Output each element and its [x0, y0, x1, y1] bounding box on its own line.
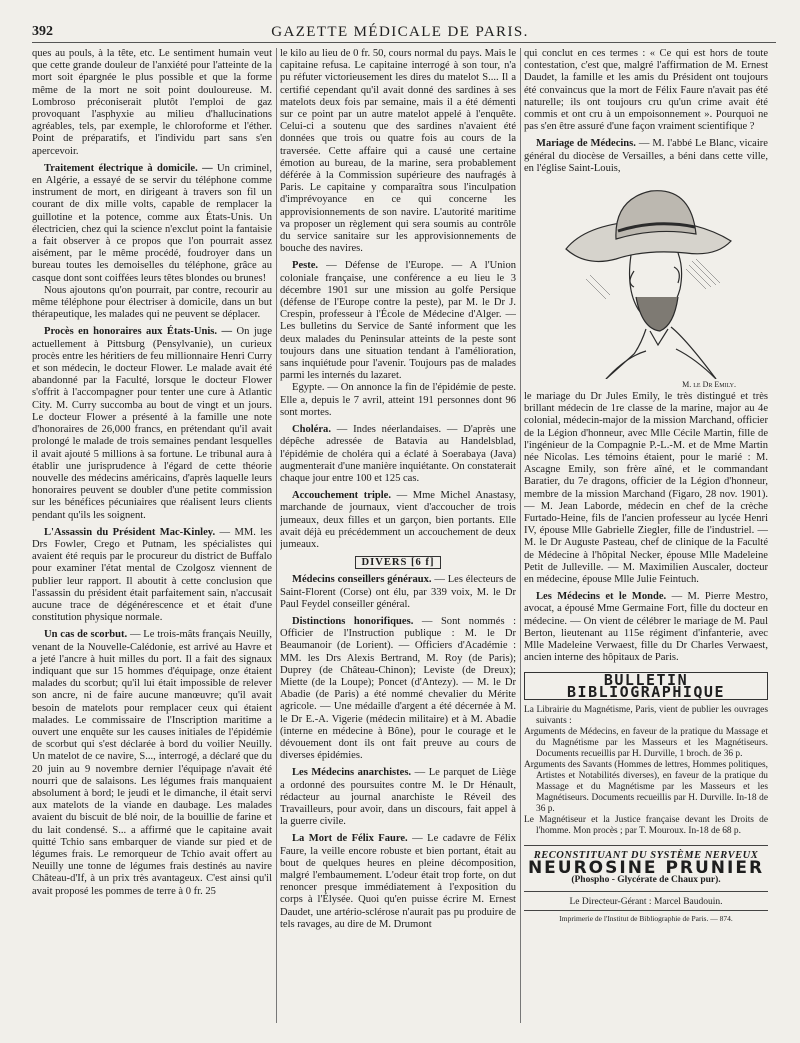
article-heading: Médecins conseillers généraux. — [292, 574, 432, 586]
bulletin-bibliographique-heading: BULLETIN BIBLIOGRAPHIQUE — [524, 672, 768, 700]
article — [32, 326, 272, 521]
article-body: — Le trois-mâts français Neuilly, venant de la Nouvelle-Calédonie, est arrivé au Havre et a jeté l'ancre à huit milles du port. Il a fait des signaux indiquant que sur 15 hommes d'équipage, onze étaient malades du scorbut; qu'il lui était impossible de relever son ancre, ni de faire aucune manœuvre; qu'il avait besoin de matelots pour remplacer ceux qui étaient malades. Le commissaire de l'Inscription maritime a ouvert une enquête sur les causes initiales de l'épidémie de scorbut qui s'est déclarée à bord du voilier Neuilly. Un matelot de ce navire, S..., interrogé, a déclaré que du 20 juin au 9 novembre dernier l'équipage n'avait été nourri que de salaisons. Les légumes frais manquaient absolument à bord; le jeudi et le dimanche, il était servi aux matelots de la viande en daubage. Les malades avaient du biscuit de blé noir, de la bouillie de farine et du lait condensé. S... a affirmé que le capitaine avait quitté Tchio sans embarquer de viande sur pied et de légumes frais. Le remorqueur de Tchio avait offert au Neuilly une tonne de légumes frais destinés au navire Château-d'If, à un prix très avantageux. C'est ainsi qu'il avait proposé les pommes de terre à 0 fr. 25 — [32, 629, 272, 897]
section-heading-divers: DIVERS [6 f] — [280, 557, 516, 569]
article-body: — Indes néerlandaises. — D'après une dépêche adressée de Batavia au Handelsblad, l'épidémie de choléra qui a éclaté à Soerabaya (Java) augmenterait d'une manière inquiétante. On constaterait chaque jour entre 100 et 125 cas. — [280, 424, 516, 484]
article — [32, 629, 272, 897]
article-heading: Distinctions honorifiques. — [292, 615, 414, 627]
article — [280, 490, 516, 551]
article — [280, 616, 516, 762]
article-heading: Mariage de Médecins. — [536, 138, 636, 150]
article-heading: Les Médecins et le Monde. — [536, 591, 667, 603]
printer-imprint: Imprimerie de l'Institut de Bibliographie de Paris. — 874. — [559, 913, 733, 923]
article-body: On juge actuellement à Pittsburg (Pensylvanie), un curieux procès entre les héritiers de feu millionnaire Henri Curry et son médecin, le docteur Flower. Le malade avait été abandonné par la Faculté, lorsque le docteur Flower s'offrit à l'accompagner pour tenter une cure à Atlantic City. M. Curry succomba au bout de vingt et un jours. Le docteur Flower a présenté à la famille une note d'honoraires de 26,000 francs, en prétendant qu'il avait prolongé le malade de trois semaines pendant lesquelles il avait ajouté 5 millions à sa fortune. Le tribunal aura à établir une jurisprudence à l'égard de cette théorie nouvelle des médecins américains, d'après laquelle leurs honoraires peuvent se doubler d'une petite commission sur les bénéfices pécuniaires que réalisent leurs clients pendant qu'ils les soignent. — [32, 326, 272, 521]
article — [280, 833, 516, 931]
article-heading: Procès en honoraires aux États-Unis. — — [44, 326, 233, 338]
article-heading: Traitement électrique à domicile. — — [44, 162, 213, 174]
column-divider — [520, 48, 521, 1023]
article-body: — Défense de l'Europe. — A l'Union coloniale française, une conférence a eu lieu le 3 décembre 1901 sur une mission au golfe Persique (défense de l'Europe contre la peste), par M. le Dr J. Crespin, professeur à l'École de Médecine d'Alger. — Les bulletins du Service de Santé informent que les deux malades du Peninsular atteints de la peste sont toujours dans une situation tendant à l'amélioration, sans inquiétude pour l'avenir. Toujours pas de malades parmi les internés du lazaret. — [280, 260, 516, 382]
bibliography-item: Arguments des Savants (Hommes de lettres, Hommes politiques, Artistes et Notabilités diverses), en faveur de la pratique du Massage et du Magnétisme par les Masseurs et les Magnétiseurs. Documents recueillis par H. Durville. In-18 de 36 p. — [524, 759, 768, 814]
portrait-caption: M. le Dr Emily. — [682, 379, 736, 389]
article-body: — Sont nommés : Officier de l'Instruction publique : M. le Dr Beaumanoir (de Lorient). — Officiers d'Académie : MM. les Drs Alexis Bertrand, M. Roy (de Paris); Duprey (de Château-Chinon); Leviste (de Dreux); Miette (de la Loupe); Poncet (d'Antezy). — M. le Dr Abadie (de Paris) a été nommé chevalier du Mérite agricole. — Une médaille d'argent a été décernée à M. le Dr E.-A. Vigerie (médecin militaire) et à M. Abadie (interne en médecine à Bône), pour le courage et le dévouement dont ils ont fait preuve au cours de diverses épidémies. — [280, 615, 516, 762]
portrait-illustration — [546, 179, 746, 391]
paragraph: ques au pouls, à la tête, etc. Le sentiment humain veut que cette grande douleur de l'anxiété pour l'atteinte de la mort soit épargnée le plus possible et que la forme même de la mort ne soit point douloureuse. M. Lombroso préconiserait plutôt l'emploi de gaz provoquant l'asphyxie au milieu d'hallucinations agréables, tels, par exemple, le chloroforme et l'éther. Point de préparatifs, et l'individu part sans s'en apercevoir. — [32, 48, 272, 157]
article-heading: Accouchement triple. — [292, 490, 391, 502]
article-body: — Les électeurs de Saint-Florent (Corse) ont élu, par 339 voix, M. le Dr Paul Feydel conseiller général. — [280, 574, 516, 610]
page-number: 392 — [32, 24, 53, 39]
paragraph: qui conclut en ces termes : « Ce qui est hors de toute contestation, c'est que, malgré l'affirmation de M. Ernest Daudet, la famille et les amis du Président ont toujours été convaincus que la mort de Félix Faure n'avait pas été naturelle; ils ont toujours cru qu'un crime avait été commis et ont cru à un empoisonnement ». Pourquoi ne pas s'en être assuré d'une façon vraiment scientifique ? — [524, 48, 768, 133]
ad-product-name: NEUROSINE PRUNIER — [527, 858, 765, 879]
bibliography-list — [524, 705, 768, 837]
article-body: — Le cadavre de Félix Faure, la veille encore robuste et bien portant, était au bout de quelques heures en pleine décomposition, malgré l'embaumement. L'odeur était trop forte, on dut renoncer presque immédiatement à l'exposition du corps à l'Élysée. Quoi qu'en puisse écrire M. Ernest Daudet, une artério-sclérose n'aurait pas pu produire de tels ravages, au dire de M. Drumont — [280, 833, 516, 930]
column-3 — [524, 48, 768, 1035]
article-body: — Le parquet de Liège a ordonné des poursuites contre M. le Dr Hénault, rédacteur au journal anarchiste le Réveil des Travailleurs, pour avoir, dans un discours, fait appel à la guerre civile. — [280, 767, 516, 828]
paragraph: Egypte. — On annonce la fin de l'épidémie de peste. Elle a, depuis le 7 avril, atteint 191 personnes dont 96 sont mortes. — [280, 382, 516, 418]
article-body: — M. l'abbé Le Blanc, vicaire général du diocèse de Versailles, a béni dans cette ville, en l'église Saint-Louis, — [524, 138, 768, 174]
article — [524, 138, 768, 175]
article-body: — MM. les Drs Fowler, Crego et Putnam, les spécialistes qui avaient été requis par le procureur du district de Buffalo pour examiner l'état mental de Czolgosz viennent de publier leur rapport. Il aboutit à cette conclusion que l'assassin du président était parfaitement sain, n'accusait aucune trace de dégénérescence et et était d'une constitution physique normale. — [32, 526, 272, 624]
article — [32, 527, 272, 625]
article — [280, 260, 516, 382]
article — [280, 574, 516, 611]
bibliography-item: Arguments de Médecins, en faveur de la pratique du Massage et du Magnétisme par les Masseurs et les Magnétiseurs. Documents recueillis par H. Durville, 1 broch. de 36 p. — [524, 726, 768, 759]
column-2 — [280, 48, 516, 1035]
article-heading: La Mort de Félix Faure. — [292, 833, 408, 845]
article-heading: L'Assassin du Président Mac-Kinley. — [44, 526, 216, 538]
ad-subtitle: (Phospho - Glycérate de Chaux pur). — [571, 875, 721, 886]
paragraph: le mariage du Dr Jules Emily, le très distingué et très brillant médecin de 1re classe de la marine, major au 4e colonial, médecin-major de la mission Marchand, officier de la Légion d'honneur, avec Mlle Cécile Martin, fille de l'ingénieur de la Compagnie P.-L.-M. et de Mme Martin née Nicolas. Les témoins étaient, pour le marié : M. Ascagne Emily, son frère aîné, et le commandant Baratier, du 7e dragons, officier de la Légion d'honneur, membre de la mission Marchand (Figaro, 28 nov. 1901). — M. Jean Laborde, médecin en chef de la crèche Furtado-Heine, fils de l'ancien professeur au lycée Henri IV, épouse Mlle Gabrielle Ziegler, fille de l'industriel. — M. le Dr Auguste Pasteau, chef de clinique de la Faculté de Médecine à l'hôpital Necker, épouse Mlle Madeleine Petit de Julleville. — M. Maximilien Auscaler, docteur en médecine, épouse Mlle Julie Feintuch. — [524, 391, 768, 586]
portrait-engraving-image — [546, 179, 746, 379]
ad-tagline: RECONSTITUANT DU SYSTÈME NERVEUX — [533, 849, 759, 861]
article-body: — Mme Michel Anastasy, marchande de journaux, vient d'accoucher de trois jumeaux, deux filles et un garçon, bien portants. Elle avait déjà eu précédemment un accouchement de deux jumeaux. — [280, 490, 516, 550]
article-heading: Choléra. — [292, 424, 331, 436]
article — [524, 591, 768, 664]
column-1 — [32, 48, 272, 1035]
article — [280, 424, 516, 485]
paragraph: le kilo au lieu de 0 fr. 50, cours normal du pays. Mais le capitaine refusa. Le capitaine interrogé à son tour, n'a pu réfuter victorieusement les dires du matelot S.... Il a certifié cependant qu'il avait donné des sardines à ses matelots deux fois par semaine, mais il a été démenti sur ce point par un autre matelot appelé à l'enquête. Celui-ci a soutenu que des sardines n'avaient été données que trois ou quatre fois au cours de la traversée. Cette affaire qui a causé une certaine émotion au bureau, de la marine, sera probablement déférée à la Commission supérieure des naufragés à Paris. Le capitaine y comparaîtra sous l'inculpation d'imprévoyance en ce qui concerne les approvisionnements de son navire. L'autorité maritime va proposer un règlement qui sera soumis au contrôle du service sanitaire sur les approvisionnements de bouche des navires. — [280, 48, 516, 255]
advertisement — [524, 845, 768, 892]
bibliography-item: Le Magnétiseur et la Justice française devant les Droits de l'homme. Mon procès ; par T. Mouroux. In-18 de 68 p. — [524, 814, 768, 836]
page-header — [32, 20, 768, 42]
bibliography-item: La Librairie du Magnétisme, Paris, vient de publier les ouvrages suivants : — [524, 704, 768, 726]
article-body: — M. Pierre Mestro, avocat, a épousé Mme Germaine Fort, fille du docteur en médecine. — On vient de célébrer le mariage de M. Paul Berton, lieutenant au 115e régiment d'infanterie, avec Mlle Madeleine Verwaest, fille du Dr Charles Verwaest, ancien interne des hôpitaux de Paris. — [524, 591, 768, 664]
header-rule — [32, 42, 776, 43]
column-divider — [276, 48, 277, 1023]
article-heading: Peste. — [292, 260, 319, 272]
journal-title: GAZETTE MÉDICALE DE PARIS. — [271, 24, 529, 40]
director-signature: Le Directeur-Gérant : Marcel Baudouin. — [524, 896, 768, 911]
article — [32, 163, 272, 285]
paragraph: Nous ajoutons qu'on pourrait, par contre, recourir au même téléphone pour électriser à domicile, dans un but thérapeutique, les malades qui ne peuvent se déplacer. — [32, 284, 272, 321]
article-heading: Un cas de scorbut. — [44, 629, 128, 641]
article — [280, 767, 516, 828]
article-heading: Les Médecins anarchistes. — [292, 767, 412, 779]
article-body: Un criminel, en Algérie, a essayé de se servir du téléphone comme instrument de mort, en dirigeant à travers son fil un courant de dix mille volts, capable de remplacer la guillotine et la potence, comme aux États-Unis. Un électricien, chez qui la science n'exclut point la fantaisie a fait observer à ce propos que l'on pourrait assez aisément, par le même procédé, foudroyer dans un bureau toutes les demoiselles du téléphone, grâce au casque dont sont coiffées leurs têtes blondes ou brunes! — [32, 162, 272, 284]
